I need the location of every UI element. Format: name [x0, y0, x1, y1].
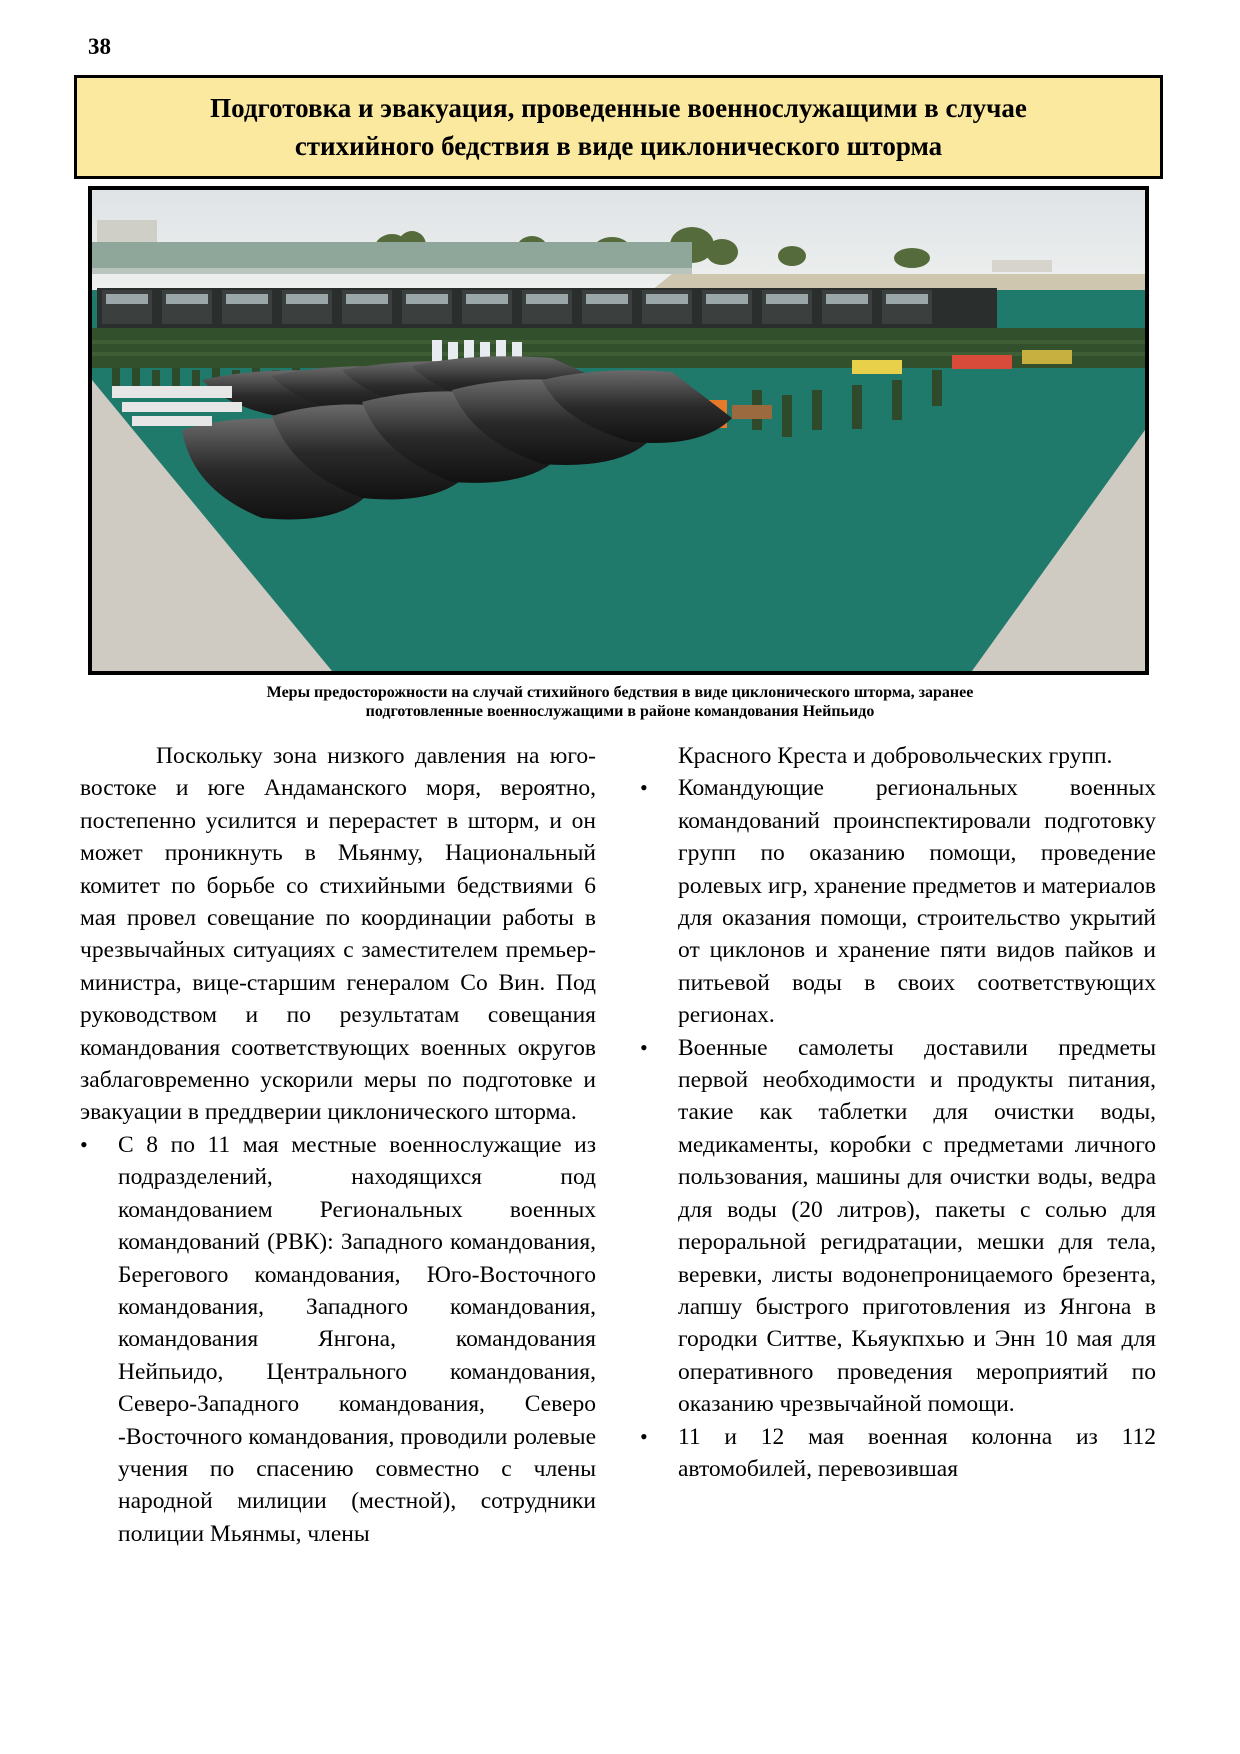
- bullet-1-continuation: Красного Креста и добровольческих групп.: [678, 743, 1113, 769]
- title-line-2: стихийного бедствия в виде циклонического шторма: [294, 131, 943, 161]
- bullet-item-3: [640, 1032, 1156, 1421]
- bullet-text-4: 11 и 12 мая военная колонна из 112 автомобилей, перевозившая: [678, 1423, 1156, 1482]
- bullet-item-2: [640, 772, 1156, 1031]
- bullet-text-2: Командующие региональных военных командований проинспектировали подготовку групп по оказанию помощи, проведение ролевых игр, хранение предметов и материалов для оказания помощи, строительство укрытий от циклонов и хранение пяти видов пайков и питьевой воды в своих соответствующих регионах.: [678, 775, 1156, 1029]
- left-column: [80, 740, 596, 1550]
- bullet-item-1: [80, 1129, 596, 1550]
- photo: [88, 186, 1149, 675]
- bullet-dot: •: [640, 1034, 648, 1060]
- vehicles-row: [97, 288, 997, 328]
- right-column: [640, 740, 1156, 1485]
- page-title: [210, 89, 1027, 165]
- photo-caption: [130, 683, 1110, 721]
- title-banner: [74, 75, 1163, 179]
- bullet-text-1: С 8 по 11 мая местные военнослужащие из подразделений, находящихся под командованием Региональных военных командований (РВК): Западного командования, Берегового командования, Юго-Восточного командования, Западного командования, командования Янгона, командования Нейпьидо, Центрального командования, Северо-Западного командования, Северо -Восточного командования, проводили ролевые учения по спасению совместно с члены народной милиции (местной), сотрудники полиции Мьянмы, члены: [118, 1131, 596, 1547]
- building-left: [97, 220, 157, 242]
- caption-line-2: подготовленные военнослужащими в районе командования Нейпьидо: [365, 703, 875, 720]
- grandstand: [92, 242, 692, 270]
- bullet-item-4: [640, 1421, 1156, 1486]
- bullet-text-3: Военные самолеты доставили предметы первой необходимости и продукты питания, такие как таблетки для очистки воды, медикаменты, коробки с предметами личного пользования, машины для очистки воды, ведра для воды (20 литров), пакеты с солью для пероральной регидратации, мешки для тела, веревки, листы водонепроницаемого брезента, лапшу быстрого приготовления из Янгона в городки Ситтве, Кьяукпхью и Энн 10 мая для оперативного проведения мероприятий по оказанию чрезвычайной помощи.: [678, 1034, 1156, 1418]
- bullet-list-left: [80, 1129, 596, 1550]
- bullet-list-right: [640, 772, 1156, 1485]
- intro-paragraph: Поскольку зона низкого давления на юго-востоке и юге Андаманского моря, вероятно, постепенно усилится и перерастет в шторм, и он может проникнуть в Мьянму, Национальный комитет по борьбе со стихийными бедствиями 6 мая провел совещание по координации работы в чрезвычайных ситуациях с заместителем премьер-министра, вице-старшим генералом Со Вин. Под руководством и по результатам совещания командования соответствующих военных округов заблаговременно ускорили меры по подготовке и эвакуации в преддверии циклонического шторма.: [80, 743, 596, 1126]
- photo-illustration: [92, 190, 1145, 671]
- page-number: 38: [88, 34, 111, 59]
- building-right: [992, 260, 1052, 272]
- bullet-dot: •: [640, 775, 648, 801]
- caption-line-1: Меры предосторожности на случай стихийного бедствия в виде циклонического шторма, заранее: [266, 684, 974, 701]
- title-line-1: Подготовка и эвакуация, проведенные военнослужащими в случае: [210, 93, 1027, 123]
- bullet-dot: •: [640, 1423, 648, 1449]
- bullet-dot: •: [80, 1131, 88, 1157]
